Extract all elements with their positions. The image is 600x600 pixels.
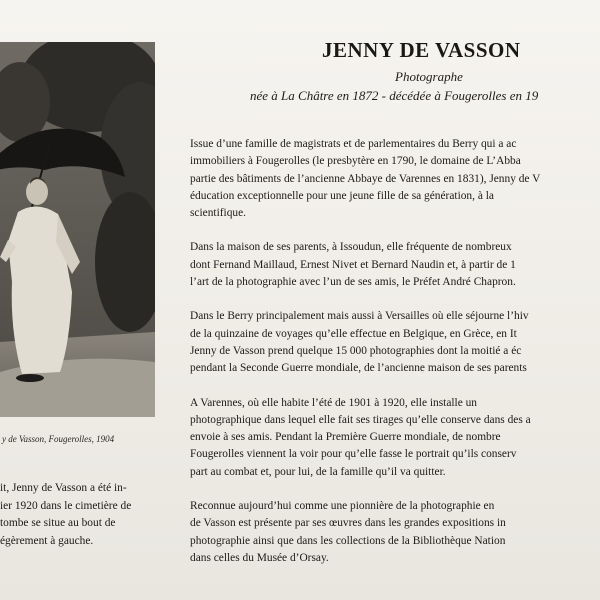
text-line: Dans le Berry principalement mais aussi à Versailles où elle séjourne l’hiv <box>190 310 529 323</box>
text-line: Dans la maison de ses parents, à Issoudun, elle fréquente de nombreux <box>190 241 512 254</box>
text-line: scientifique. <box>190 207 246 220</box>
life-dates: née à La Châtre en 1872 - décédée à Fougerolles en 19 <box>250 88 539 103</box>
text-line: Issue d’une famille de magistrats et de parlementaires du Berry qui a ac <box>190 138 517 150</box>
text-line: de Vasson est présente par ses œuvres dans les grandes expositions in <box>190 517 506 530</box>
left-note-line: égèrement à gauche. <box>0 534 94 547</box>
text-line: dans celles du Musée d’Orsay. <box>190 551 329 564</box>
biography-text <box>190 136 600 584</box>
text-line: de la quinzaine de voyages qu’elle effectue en Belgique, en Grèce, en It <box>190 327 517 340</box>
text-line: pendant la Seconde Guerre mondiale, de l’ancienne maison de ses parents <box>190 362 527 375</box>
portrait-photo <box>0 42 155 417</box>
paragraph <box>190 308 600 377</box>
text-line: Jenny de Vasson prend quelque 15 000 photographies dont la moitié a éc <box>190 344 522 357</box>
text-line: photographie ainsi que dans les collections de la Bibliothèque Nation <box>190 534 506 547</box>
text-line: envoie à ses amis. Pendant la Première Guerre mondiale, de nombre <box>190 431 501 444</box>
text-line: partie des bâtiments de l’ancienne Abbaye de Varennes en 1831), Jenny de V <box>190 172 541 185</box>
left-note <box>0 480 170 550</box>
left-note-line: ier 1920 dans le cimetière de <box>0 499 132 512</box>
text-line: dont Fernand Maillaud, Ernest Nivet et Bernard Naudin et, à partir de 1 <box>190 258 516 271</box>
paragraph <box>190 239 600 291</box>
paragraph <box>190 136 600 222</box>
text-line: A Varennes, où elle habite l’été de 1901 à 1920, elle installe un <box>190 396 477 409</box>
left-note-line: it, Jenny de Vasson a été in- <box>0 482 127 494</box>
text-line: photographique dans lequel elle fait ses tirages qu’elle conserve dans des a <box>190 413 531 426</box>
subtitle: Photographe <box>395 69 463 84</box>
page-title: JENNY DE VASSON <box>322 38 521 62</box>
text-line: immobiliers à Fougerolles (le presbytère en 1790, le domaine de L’Abba <box>190 155 521 168</box>
left-note-line: tombe se situe au bout de <box>0 517 116 529</box>
text-line: Fougerolles viennent la voir pour qu’elle fasse le portrait qu’ils conserv <box>190 448 517 461</box>
paragraph <box>190 498 600 567</box>
photo-caption: y de Vasson, Fougerolles, 1904 <box>2 434 115 444</box>
text-line: part au combat et, pour lui, de la famille qu’il va quitter. <box>190 465 446 478</box>
paragraph <box>190 395 600 481</box>
text-line: éducation exceptionnelle pour une jeune fille de sa génération, à la <box>190 189 494 202</box>
text-line: Reconnue aujourd’hui comme une pionnière de la photographie en <box>190 500 495 513</box>
text-line: l’art de la photographie avec l’un de ses amis, le Préfet André Chapron. <box>190 276 516 289</box>
